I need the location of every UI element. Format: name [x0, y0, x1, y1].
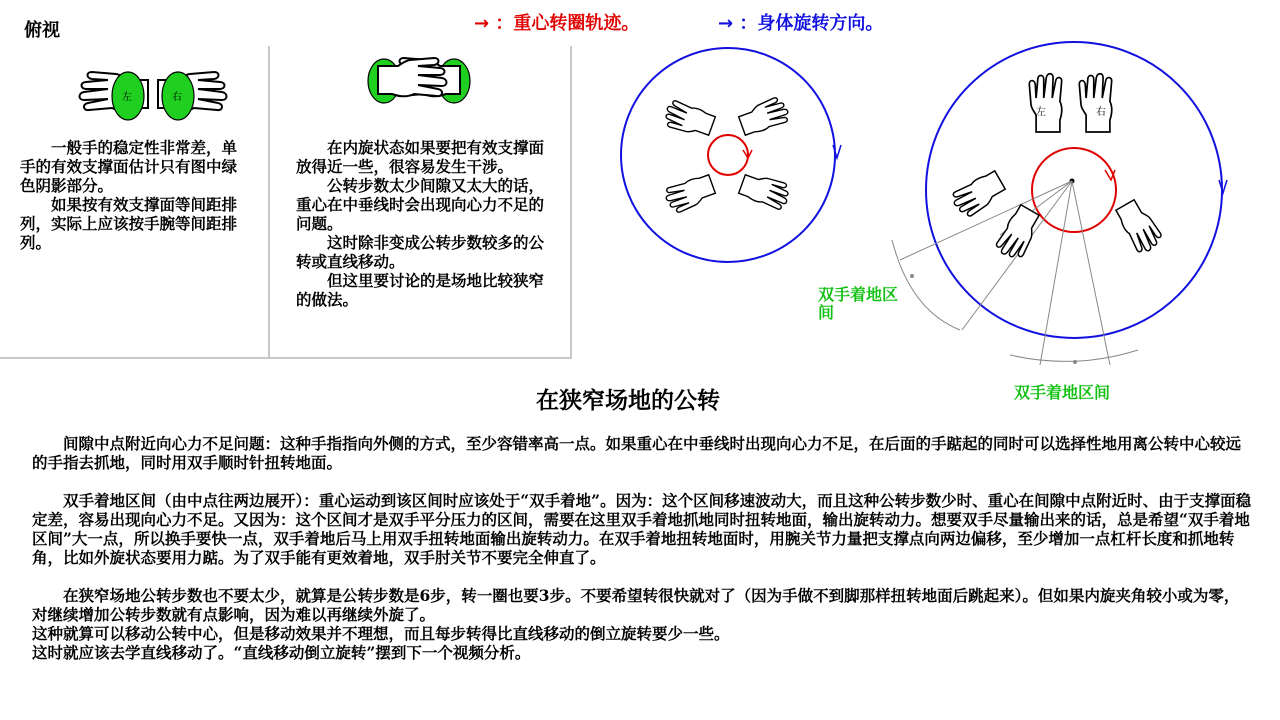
hand-label-left: 左 [1036, 107, 1046, 118]
section-title: 在狭窄场地的公转 [536, 388, 720, 414]
panel-left-text [20, 138, 250, 252]
panel-mid-p2: 公转步数太少间隙又太大的话，重心在中垂线时会出现向心力不足的问题。 [296, 176, 545, 233]
panel-left [0, 46, 270, 359]
hand-left-lower2-icon [994, 204, 1045, 263]
hand-label-left: 左 [122, 92, 132, 103]
zone-guide-lines [892, 181, 1138, 365]
body-rotation-circle [621, 48, 835, 262]
hand-top-right-icon [737, 95, 791, 137]
trajectory-circle [708, 135, 748, 175]
legend-blue-rotation: → ：身体旋转方向。 [718, 13, 884, 34]
hand-top-left-icon [662, 99, 716, 141]
zone-label-bottom: 双手着地区间 [1014, 383, 1111, 402]
blue-arrowhead [1219, 180, 1227, 193]
top-view-heading: 俯视 [24, 20, 60, 41]
hand-bottom-right-icon [738, 170, 792, 212]
hand-right-lower-icon [1114, 197, 1165, 256]
panel-left-hands [0, 46, 268, 126]
panel-mid-p3: 这时除非变成公转步数较多的公转或直线移动。 [296, 233, 545, 271]
body-p5: 这时就应该去学直线移动了。“直线移动倒立旋转”摆到下一个视频分析。 [32, 643, 531, 662]
panel-mid-p4: 但这里要讨论的是场地比较狭窄的做法。 [296, 271, 545, 309]
panel-middle-hands [270, 46, 570, 126]
panel-mid-p1: 在内旋状态如果要把有效支撑面放得近一些，很容易发生干涉。 [296, 138, 545, 176]
panel-left-p1: 一般手的稳定性非常差，单手的有效支撑面估计只有图中绿色阴影部分。 [20, 138, 238, 195]
body-p1: 间隙中点附近向心力不足问题：这种手指指向外侧的方式，至少容错率高一点。如果重心在中垂线时出现向心力不足，在后面的手踮起的同时可以选择性地用离公转中心较远的手指去抓地，同时用双手顺时针扭转地面。 [32, 434, 1242, 472]
body-p3: 在狭窄场地公转步数也不要太少，就算是公转步数是6步，转一圈也要3步。不要希望转很快就对了（因为手做不到脚那样扭转地面后跳起来）。但如果内旋夹角较小或为零，对继续增加公转步数就有点影响，因为难以再继续外旋了。 [32, 586, 1240, 624]
legend-red-trajectory: → ：重心转圈轨迹。 [474, 13, 640, 34]
body-p4: 这种就算可以移动公转中心，但是移动效果并不理想，而且每步转得比直线移动的倒立旋转要少一些。 [32, 624, 730, 643]
small-rotation-diagram [600, 40, 860, 300]
body-p2: 双手着地区间（由中点往两边展开）：重心运动到该区间时应该处于“双手着地”。因为：这个区间移速波动大，而且这种公转步数少时、重心在间隙中点附近时、由于支撑面稳定差，容易出现向心力不足。又因为：这个区间才是双手平分压力的区间，需要在这里双手着地抓地同时扭转地面，输出旋转动力。想要双手尽量输出来的话，总是希望“双手着地区间”大一点，所以换手要快一点，双手着地后马上用双手扭转地面输出旋转动力。在双手着地扭转地面时，用腕关节力量把支撑点向两边偏移，至少增加一点杠杆长度和抓地转角，比如外旋状态要用力踮。为了双手能有更效着地，双手肘关节不要完全伸直了。 [32, 491, 1252, 567]
body-text [32, 434, 1254, 662]
zone-label-left: 双手着地区间 [818, 285, 899, 322]
hand-top-right-icon [1079, 74, 1112, 132]
large-rotation-diagram [900, 40, 1230, 370]
hand-top-left-icon [1029, 74, 1062, 132]
hand-left-lower-icon [949, 169, 1008, 220]
hand-label-right: 右 [1096, 107, 1106, 118]
panel-left-p2: 如果按有效支撑面等间距排列，实际上应该按手腕等间距排列。 [20, 195, 238, 252]
hand-bottom-left-icon [663, 173, 717, 215]
panel-middle-text [296, 138, 552, 309]
panel-middle [270, 46, 572, 359]
hand-label-right: 右 [172, 92, 182, 103]
